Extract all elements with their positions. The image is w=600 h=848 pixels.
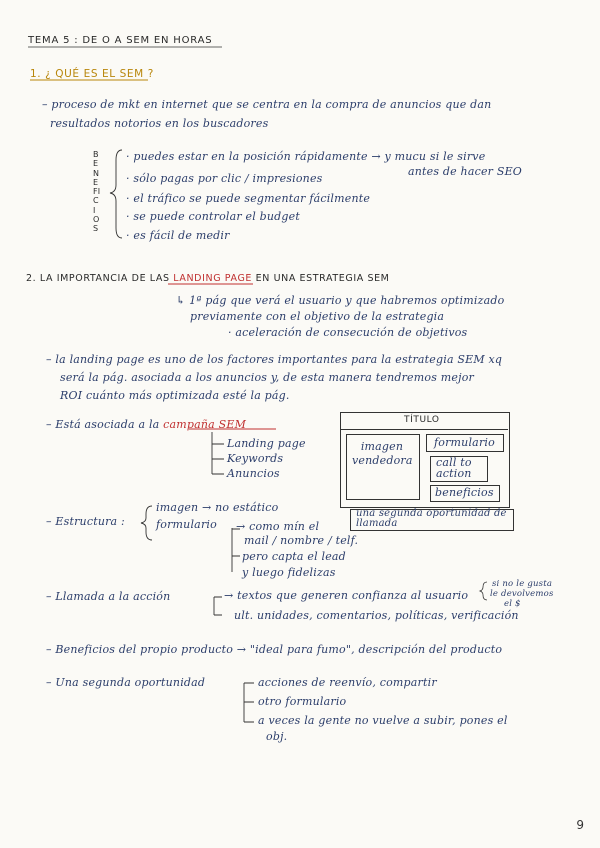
benefit-2: · sólo pagas por clic / impresiones — [126, 172, 323, 185]
assoc-keywords: Keywords — [227, 452, 284, 465]
wireframe-benefits: beneficios — [435, 486, 494, 499]
definition-line-1: – proceso de mkt en internet que se centra en la compra de anuncios que dan — [42, 98, 492, 111]
definition-line-2: resultados notorios en los buscadores — [50, 117, 269, 130]
landing-paragraph-2: será la pág. asociada a los anuncios y, de esta manera tendremos mejor — [60, 371, 474, 384]
landing-definition-2: previamente con el objetivo de la estrategia — [190, 310, 445, 323]
campaign-sem-highlight: campaña SEM — [163, 418, 247, 431]
cta-note-1: si no le gusta — [492, 579, 553, 589]
benefit-4: · se puede controlar el budget — [126, 210, 300, 223]
cta-examples: ult. unidades, comentarios, políticas, verificación — [234, 609, 519, 622]
cta-label: – Llamada a la acción — [46, 590, 171, 603]
benefit-5: · es fácil de medir — [126, 229, 230, 242]
structure-form: formulario — [156, 518, 217, 531]
landing-page-highlight: LANDING PAGE — [173, 273, 253, 284]
product-benefits: – Beneficios del propio producto → "ideal para fumo", descripción del producto — [46, 643, 503, 656]
landing-definition-3: · aceleración de consecución de objetivos — [228, 326, 468, 339]
benefit-1-note: antes de hacer SEO — [408, 165, 523, 178]
assoc-anuncios: Anuncios — [227, 467, 280, 480]
second-chance-1: acciones de reenvío, compartir — [258, 676, 437, 689]
second-chance-2: otro formulario — [258, 695, 347, 708]
wireframe-image: imagen vendedora — [352, 440, 413, 467]
assoc-landing-page: Landing page — [227, 437, 306, 450]
landing-definition-1: ↳ 1ª pág que verá el usuario y que habremos optimizado — [176, 294, 505, 307]
landing-paragraph-3: ROI cuánto más optimizada esté la pág. — [60, 389, 290, 402]
wireframe-cta: call to action — [436, 456, 472, 480]
structure-image: imagen → no estático — [156, 501, 279, 514]
wireframe-second-chance: una segunda oportunidad de llamada — [356, 508, 507, 529]
second-chance-3b: obj. — [266, 730, 288, 743]
page-number: 9 — [576, 818, 584, 832]
associated-line: – Está asociada a la campaña SEM — [46, 418, 247, 431]
second-chance-3: a veces la gente no vuelve a subir, pones el — [258, 714, 508, 727]
landing-paragraph-1: – la landing page es uno de los factores importantes para la estrategia SEM xq — [46, 353, 503, 366]
benefit-3: · el tráfico se puede segmentar fácilmente — [126, 192, 371, 205]
structure-loyalty: y luego fidelizas — [242, 566, 336, 579]
section-1-heading: 1. ¿ QUÉ ES EL SEM ? — [30, 68, 154, 80]
cta-note-3: el $ — [504, 599, 521, 609]
structure-label: – Estructura : — [46, 515, 125, 528]
wireframe-title: TÍTULO — [404, 415, 440, 425]
cta-trust: → textos que generen confianza al usuario — [224, 589, 469, 602]
section-2-heading: 2. LA IMPORTANCIA DE LAS LANDING PAGE EN UNA ESTRATEGIA SEM — [26, 273, 390, 284]
cta-note-2: le devolvemos — [490, 589, 554, 599]
page-title: TEMA 5 : DE O A SEM EN HORAS — [28, 35, 213, 46]
structure-form-min: → como mín el — [236, 520, 320, 533]
benefit-1: · puedes estar en la posición rápidamente → y mucu si le sirve — [126, 150, 486, 163]
structure-form-fields: mail / nombre / telf. — [244, 534, 359, 547]
second-chance-label: – Una segunda oportunidad — [46, 676, 206, 689]
wireframe-form: formulario — [434, 436, 495, 449]
structure-lead: pero capta el lead — [242, 550, 346, 563]
benefits-vertical-label: BENEFICIOS — [93, 150, 101, 234]
